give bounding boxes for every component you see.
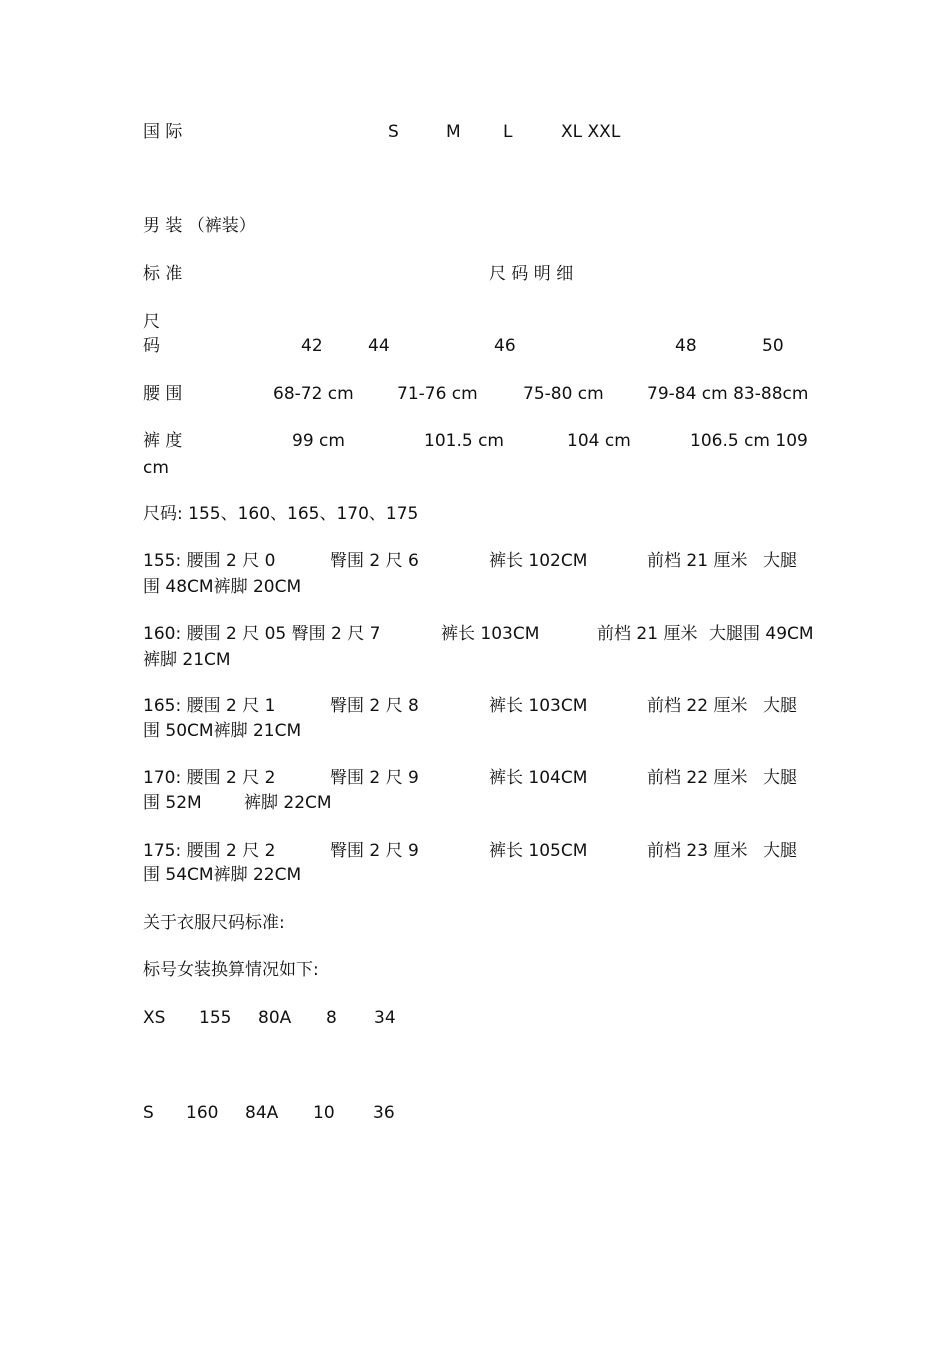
women-s-num: 10: [313, 1103, 335, 1123]
size-46: 46: [494, 336, 516, 356]
detail-170-waist: 170: 腰围 2 尺 2: [143, 768, 276, 788]
detail-175-length: 裤长 105CM: [489, 841, 588, 861]
women-xs-num: 8: [326, 1008, 337, 1028]
detail-170-length: 裤长 104CM: [489, 768, 588, 788]
detail-175-hip: 臀围 2 尺 9: [330, 841, 419, 861]
women-xs-code: 80A: [258, 1008, 292, 1028]
detail-155-waist: 155: 腰围 2 尺 0: [143, 551, 276, 571]
intl-size-l: L: [503, 122, 513, 142]
standard-detail: 尺 码 明 细: [489, 264, 574, 284]
waist-48-50: 79-84 cm 83-88cm: [647, 384, 809, 404]
about-heading: 关于衣服尺码标准:: [143, 913, 285, 933]
women-s-height: 160: [186, 1103, 219, 1123]
intl-size-xl-xxl: XL XXL: [561, 122, 621, 142]
detail-160-length: 裤长 103CM: [441, 624, 540, 644]
women-xs-eu: 34: [374, 1008, 396, 1028]
women-s-code: 84A: [245, 1103, 279, 1123]
detail-155-thigh: 大腿: [763, 551, 797, 571]
detail-165-length: 裤长 103CM: [489, 696, 588, 716]
size-48: 48: [675, 336, 697, 356]
detail-165-waist: 165: 腰围 2 尺 1: [143, 696, 276, 716]
detail-155-length: 裤长 102CM: [489, 551, 588, 571]
detail-175-line2: 围 54CM裤脚 22CM: [143, 865, 302, 885]
detail-170-hip: 臀围 2 尺 9: [330, 768, 419, 788]
detail-155-rise: 前档 21 厘米: [647, 551, 748, 571]
detail-165-line2: 围 50CM裤脚 21CM: [143, 721, 302, 741]
detail-155-line2: 围 48CM裤脚 20CM: [143, 577, 302, 597]
detail-160-waist-hip: 160: 腰围 2 尺 05 臀围 2 尺 7: [143, 624, 381, 644]
length-44: 101.5 cm: [424, 431, 504, 451]
length-48-50: 106.5 cm 109: [690, 431, 808, 451]
detail-170-thigh: 大腿: [763, 768, 797, 788]
waist-44: 71-76 cm: [397, 384, 478, 404]
size-row-label-2: 码: [143, 336, 160, 356]
length-wrap: cm: [143, 458, 169, 478]
intl-label: 国 际: [143, 122, 183, 142]
detail-160-thigh: 大腿围 49CM: [709, 624, 814, 644]
detail-170-line2b: 裤脚 22CM: [244, 793, 332, 813]
waist-42: 68-72 cm: [273, 384, 354, 404]
detail-160-rise: 前档 21 厘米: [597, 624, 698, 644]
waist-label: 腰 围: [143, 384, 183, 404]
detail-165-hip: 臀围 2 尺 8: [330, 696, 419, 716]
length-46: 104 cm: [567, 431, 631, 451]
detail-165-rise: 前档 22 厘米: [647, 696, 748, 716]
sizes-line: 尺码: 155、160、165、170、175: [143, 504, 419, 524]
detail-175-rise: 前档 23 厘米: [647, 841, 748, 861]
detail-170-rise: 前档 22 厘米: [647, 768, 748, 788]
detail-165-thigh: 大腿: [763, 696, 797, 716]
length-42: 99 cm: [292, 431, 345, 451]
intl-size-m: M: [446, 122, 461, 142]
detail-170-line2: 围 52M: [143, 793, 202, 813]
size-44: 44: [368, 336, 390, 356]
size-row-label-1: 尺: [143, 312, 160, 332]
length-label: 裤 度: [143, 431, 183, 451]
size-50: 50: [762, 336, 784, 356]
size-42: 42: [301, 336, 323, 356]
women-s-label: S: [143, 1103, 154, 1123]
men-title: 男 装 （裤装）: [143, 216, 256, 236]
detail-175-waist: 175: 腰围 2 尺 2: [143, 841, 276, 861]
women-s-eu: 36: [373, 1103, 395, 1123]
detail-175-thigh: 大腿: [763, 841, 797, 861]
women-heading: 标号女装换算情况如下:: [143, 960, 319, 980]
detail-160-line2: 裤脚 21CM: [143, 650, 231, 670]
intl-size-s: S: [388, 122, 399, 142]
women-xs-height: 155: [199, 1008, 232, 1028]
detail-155-hip: 臀围 2 尺 6: [330, 551, 419, 571]
women-xs-label: XS: [143, 1008, 166, 1028]
waist-46: 75-80 cm: [523, 384, 604, 404]
standard-label: 标 准: [143, 264, 183, 284]
